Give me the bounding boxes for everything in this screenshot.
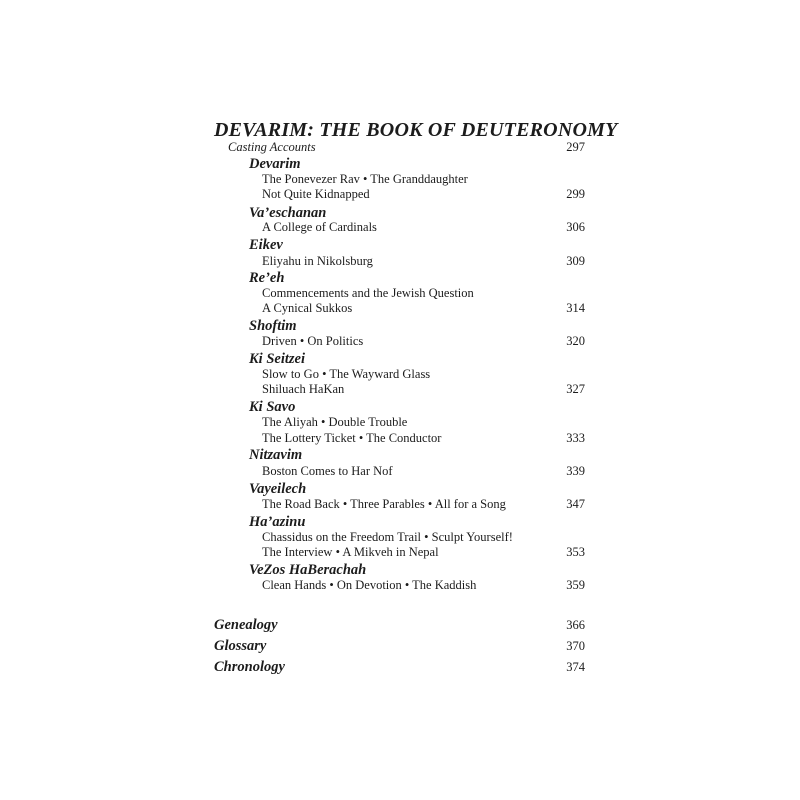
page-number: 320 [566,334,585,348]
portion-heading-ki-savo: Ki Savo [249,399,296,415]
intro-page-number: 297 [566,140,585,154]
page-number: 314 [566,301,585,315]
portion-heading-devarim: Devarim [249,156,301,172]
page-number: 306 [566,220,585,234]
portion-heading-vaeschanan: Va’eschanan [249,205,327,221]
portion-heading-eikev: Eikev [249,237,283,253]
back-matter-chronology: Chronology [214,659,285,675]
entry-line: Chassidus on the Freedom Trail • Sculpt Yourself! [262,530,513,544]
entry-line: Boston Comes to Har Nof [262,464,393,478]
page-number: 353 [566,545,585,559]
page-number: 359 [566,578,585,592]
back-matter-glossary: Glossary [214,638,267,654]
entry-line: The Road Back • Three Parables • All for a Song [262,497,506,511]
entry-line: Not Quite Kidnapped [262,187,370,201]
entry-line: The Interview • A Mikveh in Nepal [262,545,439,559]
portion-heading-reeh: Re’eh [249,270,285,286]
part-title: DEVARIM: THE BOOK OF DEUTERONOMY [214,119,618,141]
page-number: 370 [566,639,585,653]
page-number: 299 [566,187,585,201]
entry-line: Commencements and the Jewish Question [262,286,474,300]
entry-line: Driven • On Politics [262,334,364,348]
page-number: 366 [566,618,585,632]
entry-line: Eliyahu in Nikolsburg [262,254,373,268]
entry-line: A College of Cardinals [262,220,377,234]
entry-line: A Cynical Sukkos [262,301,353,315]
portion-heading-shoftim: Shoftim [249,318,297,334]
page-number: 339 [566,464,585,478]
page-number: 347 [566,497,585,511]
entry-line: The Ponevezer Rav • The Granddaughter [262,172,468,186]
entry-line: The Aliyah • Double Trouble [262,415,408,429]
entry-line: Slow to Go • The Wayward Glass [262,367,431,381]
page-number: 374 [566,660,585,674]
intro-title: Casting Accounts [228,140,316,154]
page-number: 327 [566,382,585,396]
page-number: 309 [566,254,585,268]
portion-heading-vayeilech: Vayeilech [249,481,307,497]
portion-heading-nitzavim: Nitzavim [249,447,303,463]
portion-heading-haazinu: Ha’azinu [249,514,306,530]
back-matter-genealogy: Genealogy [214,617,278,633]
entry-line: The Lottery Ticket • The Conductor [262,431,442,445]
entry-line: Clean Hands • On Devotion • The Kaddish [262,578,477,592]
page-number: 333 [566,431,585,445]
portion-heading-vezos-haberachah: VeZos HaBerachah [249,562,367,578]
portion-heading-ki-seitzei: Ki Seitzei [249,351,305,367]
entry-line: Shiluach HaKan [262,382,345,396]
